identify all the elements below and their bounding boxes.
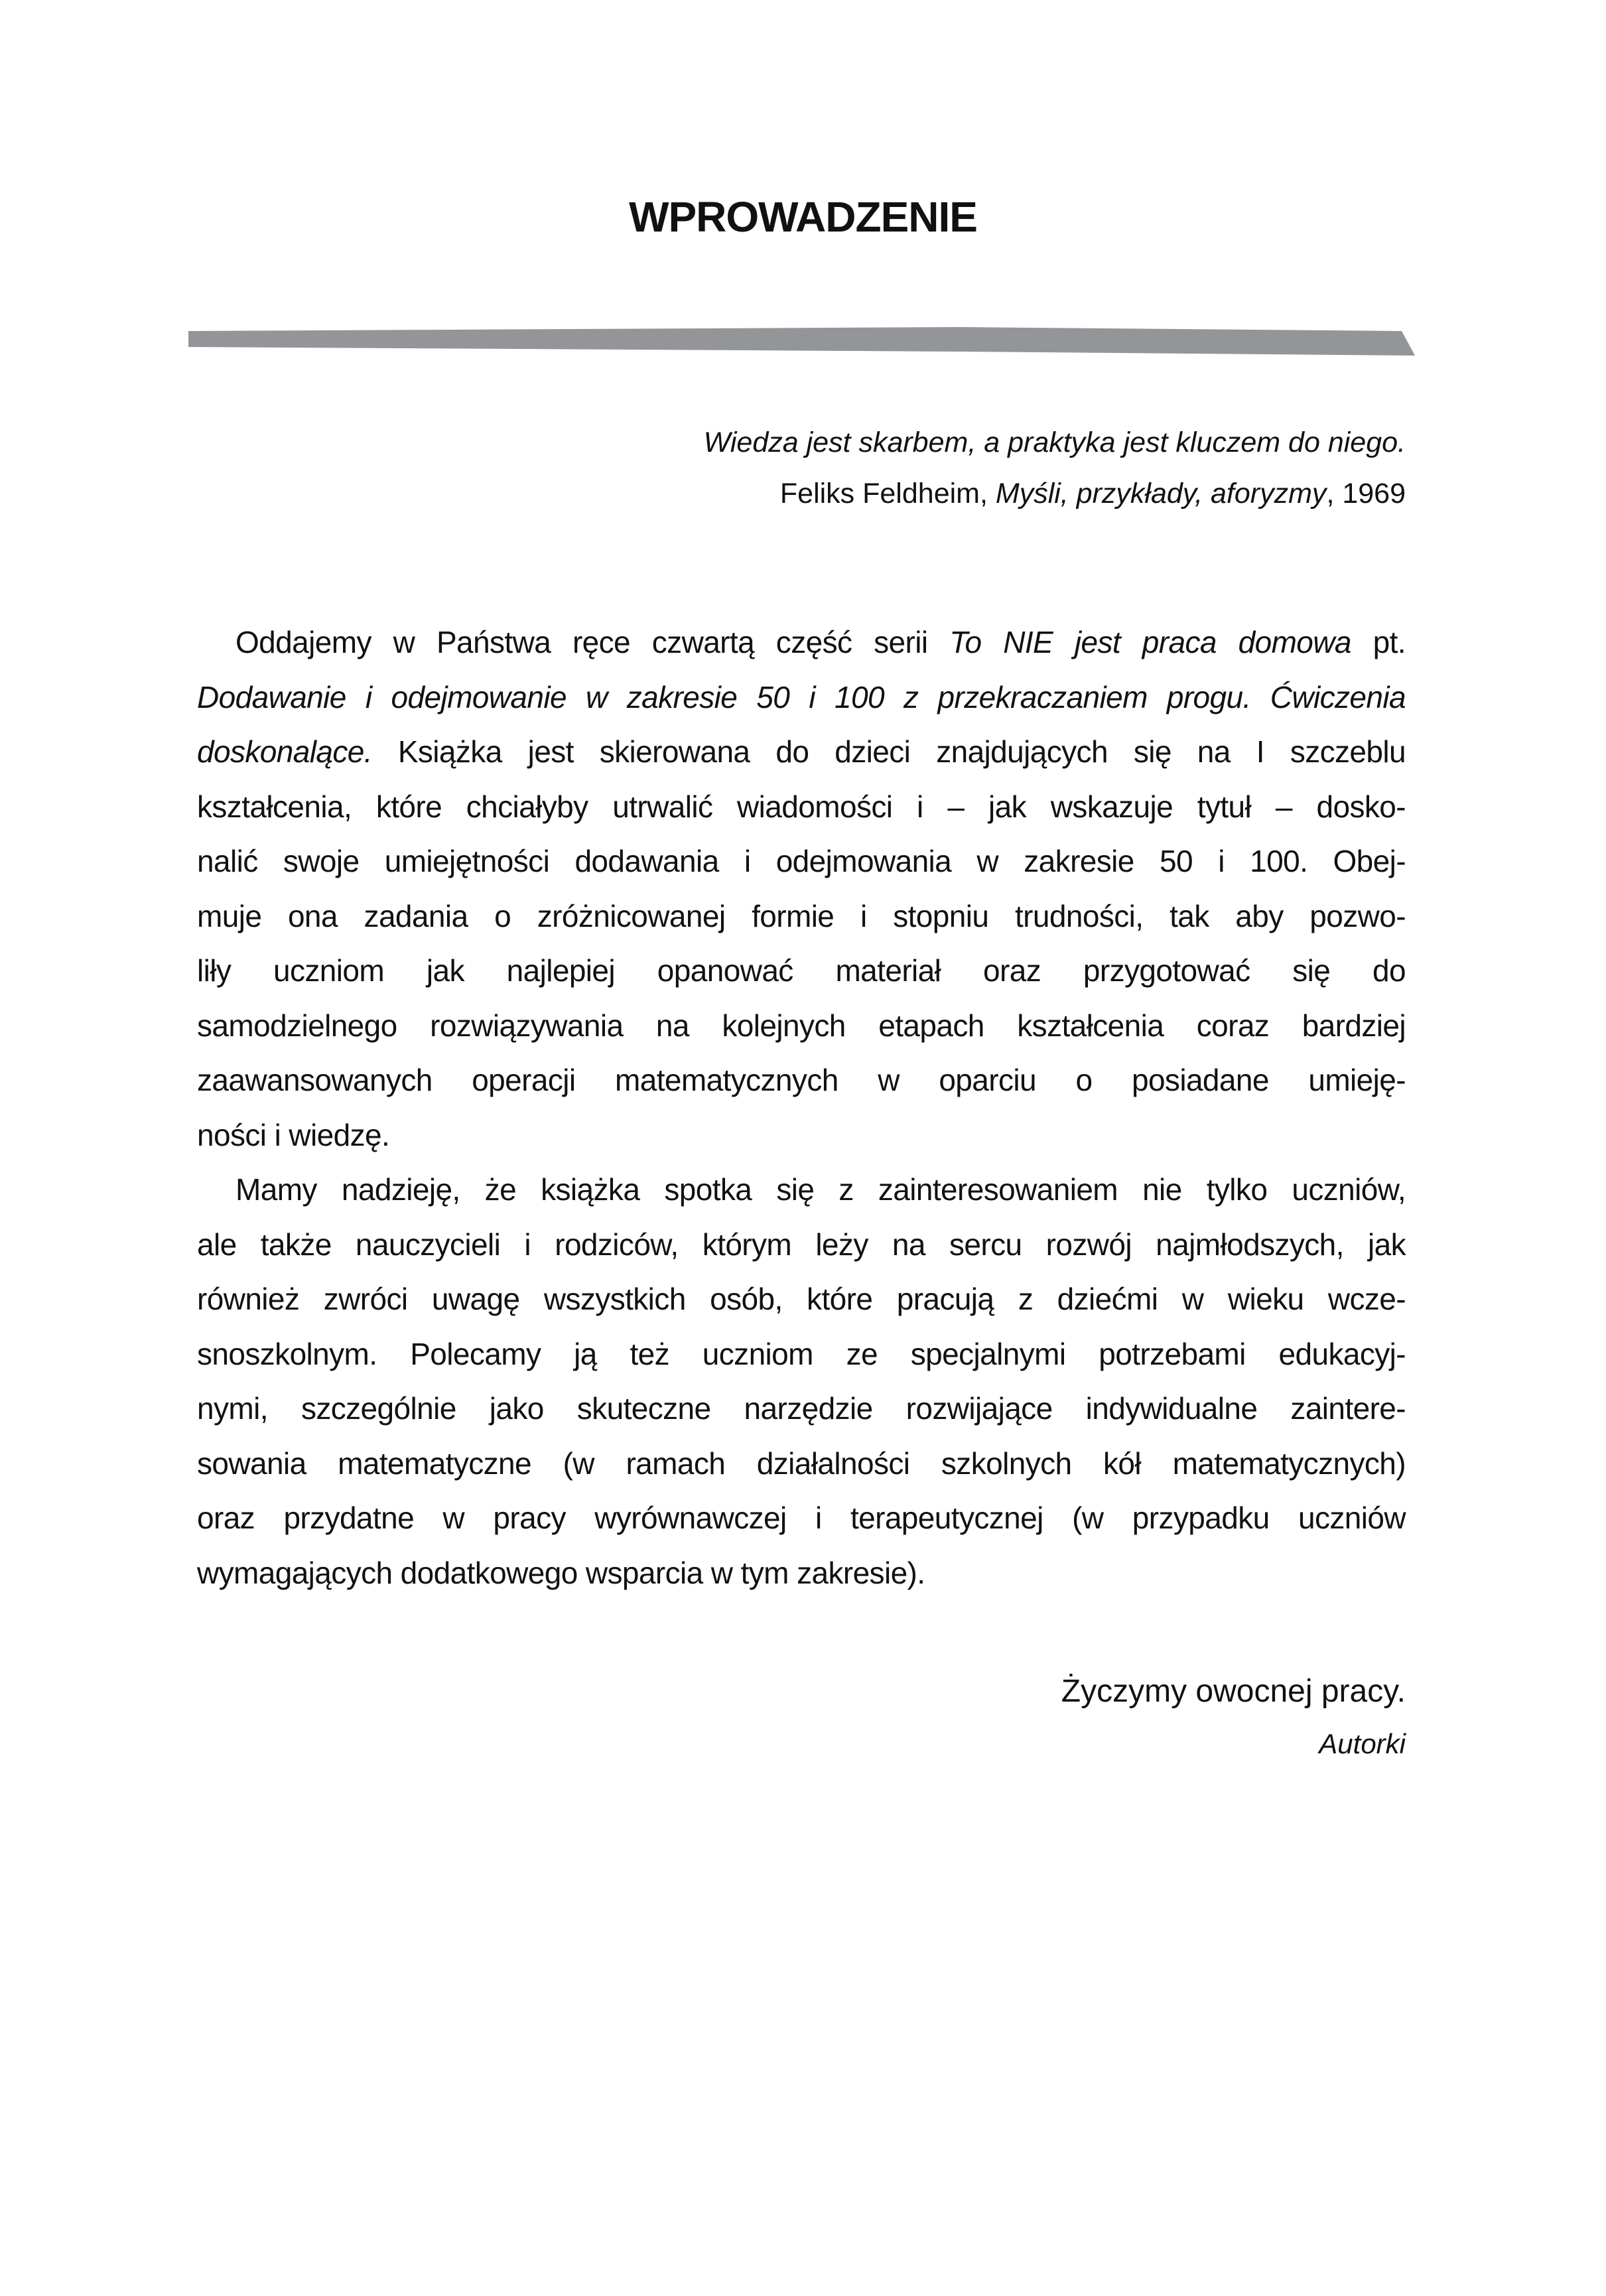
title-divider-bar: [0, 0, 1606, 398]
text-segment: pt.: [1351, 625, 1406, 659]
paragraph-1-line: [197, 834, 1406, 889]
text-segment: snoszkolnym. Polecamy ją też uczniom ze specjalnymi potrzebami edukacyj-: [197, 1336, 1406, 1371]
paragraph-1-line: [197, 943, 1406, 998]
text-segment: Dodawanie i odejmowanie w zakresie 50 i 100 z przekraczaniem progu. Ćwiczenia: [197, 679, 1406, 714]
text-segment: oraz przydatne w pracy wyrównawczej i terapeutycznej (w przypadku uczniów: [197, 1501, 1406, 1535]
paragraph-1-line: [197, 1108, 1406, 1163]
closing-wish: Życzymy owocnej pracy.: [1061, 1674, 1406, 1709]
text-segment: To NIE jest praca domowa: [949, 625, 1351, 659]
paragraph-1-line: [197, 998, 1406, 1053]
text-segment: muje ona zadania o zróżnicowanej formie i stopniu trudności, tak aby pozwo-: [197, 898, 1406, 933]
paragraph-2-line: [197, 1546, 1406, 1601]
epigraph-year: , 1969: [1326, 478, 1406, 509]
paragraph-2-line: [197, 1327, 1406, 1382]
text-segment: doskonalące.: [197, 734, 372, 769]
text-segment: sowania matematyczne (w ramach działalności szkolnych kół matematycznych): [197, 1446, 1406, 1481]
text-segment: zaawansowanych operacji matematycznych w oparciu o posiadane umieję-: [197, 1063, 1406, 1097]
paragraph-2-line: [197, 1217, 1406, 1272]
paragraph-1-line: [197, 615, 1406, 670]
text-segment: nymi, szczególnie jako skuteczne narzędzie rozwijające indywidualne zaintere-: [197, 1391, 1406, 1426]
paragraph-2-line: [197, 1436, 1406, 1491]
paragraph-1-line: [197, 779, 1406, 835]
epigraph-quote: Wiedza jest skarbem, a praktyka jest kluczem do niego.: [703, 427, 1406, 458]
paragraph-2-line: [197, 1381, 1406, 1436]
paragraph-1-line: [197, 889, 1406, 944]
text-segment: Oddajemy w Państwa ręce czwartą część serii: [235, 625, 950, 659]
page-title: WPROWADZENIE: [629, 193, 977, 241]
paragraph-2-line: [197, 1162, 1406, 1217]
text-segment: liły uczniom jak najlepiej opanować materiał oraz przygotować się do: [197, 953, 1406, 988]
text-segment: Książka jest skierowana do dzieci znajdujących się na I szczeblu: [371, 734, 1406, 769]
text-segment: ale także nauczycieli i rodziców, którym leży na sercu rozwój najmłodszych, jak: [197, 1227, 1406, 1262]
text-segment: samodzielnego rozwiązywania na kolejnych etapach kształcenia coraz bardziej: [197, 1008, 1406, 1043]
paragraph-1-line: [197, 670, 1406, 725]
text-segment: ności i wiedzę.: [197, 1117, 390, 1152]
signature: Autorki: [1319, 1728, 1406, 1759]
text-segment: kształcenia, które chciałyby utrwalić wiadomości i – jak wskazuje tytuł – dosko-: [197, 789, 1406, 824]
text-segment: nalić swoje umiejętności dodawania i odejmowania w zakresie 50 i 100. Obej-: [197, 844, 1406, 878]
paragraph-2-line: [197, 1272, 1406, 1327]
text-segment: również zwróci uwagę wszystkich osób, które pracują z dziećmi w wieku wcze-: [197, 1282, 1406, 1316]
epigraph-author: Feliks Feldheim,: [779, 478, 996, 509]
epigraph-attribution: [780, 478, 1406, 510]
paragraph-2-line: [197, 1491, 1406, 1546]
paragraph-1-line: [197, 724, 1406, 779]
text-segment: wymagających dodatkowego wsparcia w tym zakresie).: [197, 1555, 925, 1590]
paragraph-1-line: [197, 1053, 1406, 1108]
body-text: [197, 615, 1406, 1600]
text-segment: Mamy nadzieję, że książka spotka się z zainteresowaniem nie tylko uczniów,: [235, 1172, 1406, 1207]
epigraph-work: Myśli, przykłady, aforyzmy: [995, 478, 1327, 509]
